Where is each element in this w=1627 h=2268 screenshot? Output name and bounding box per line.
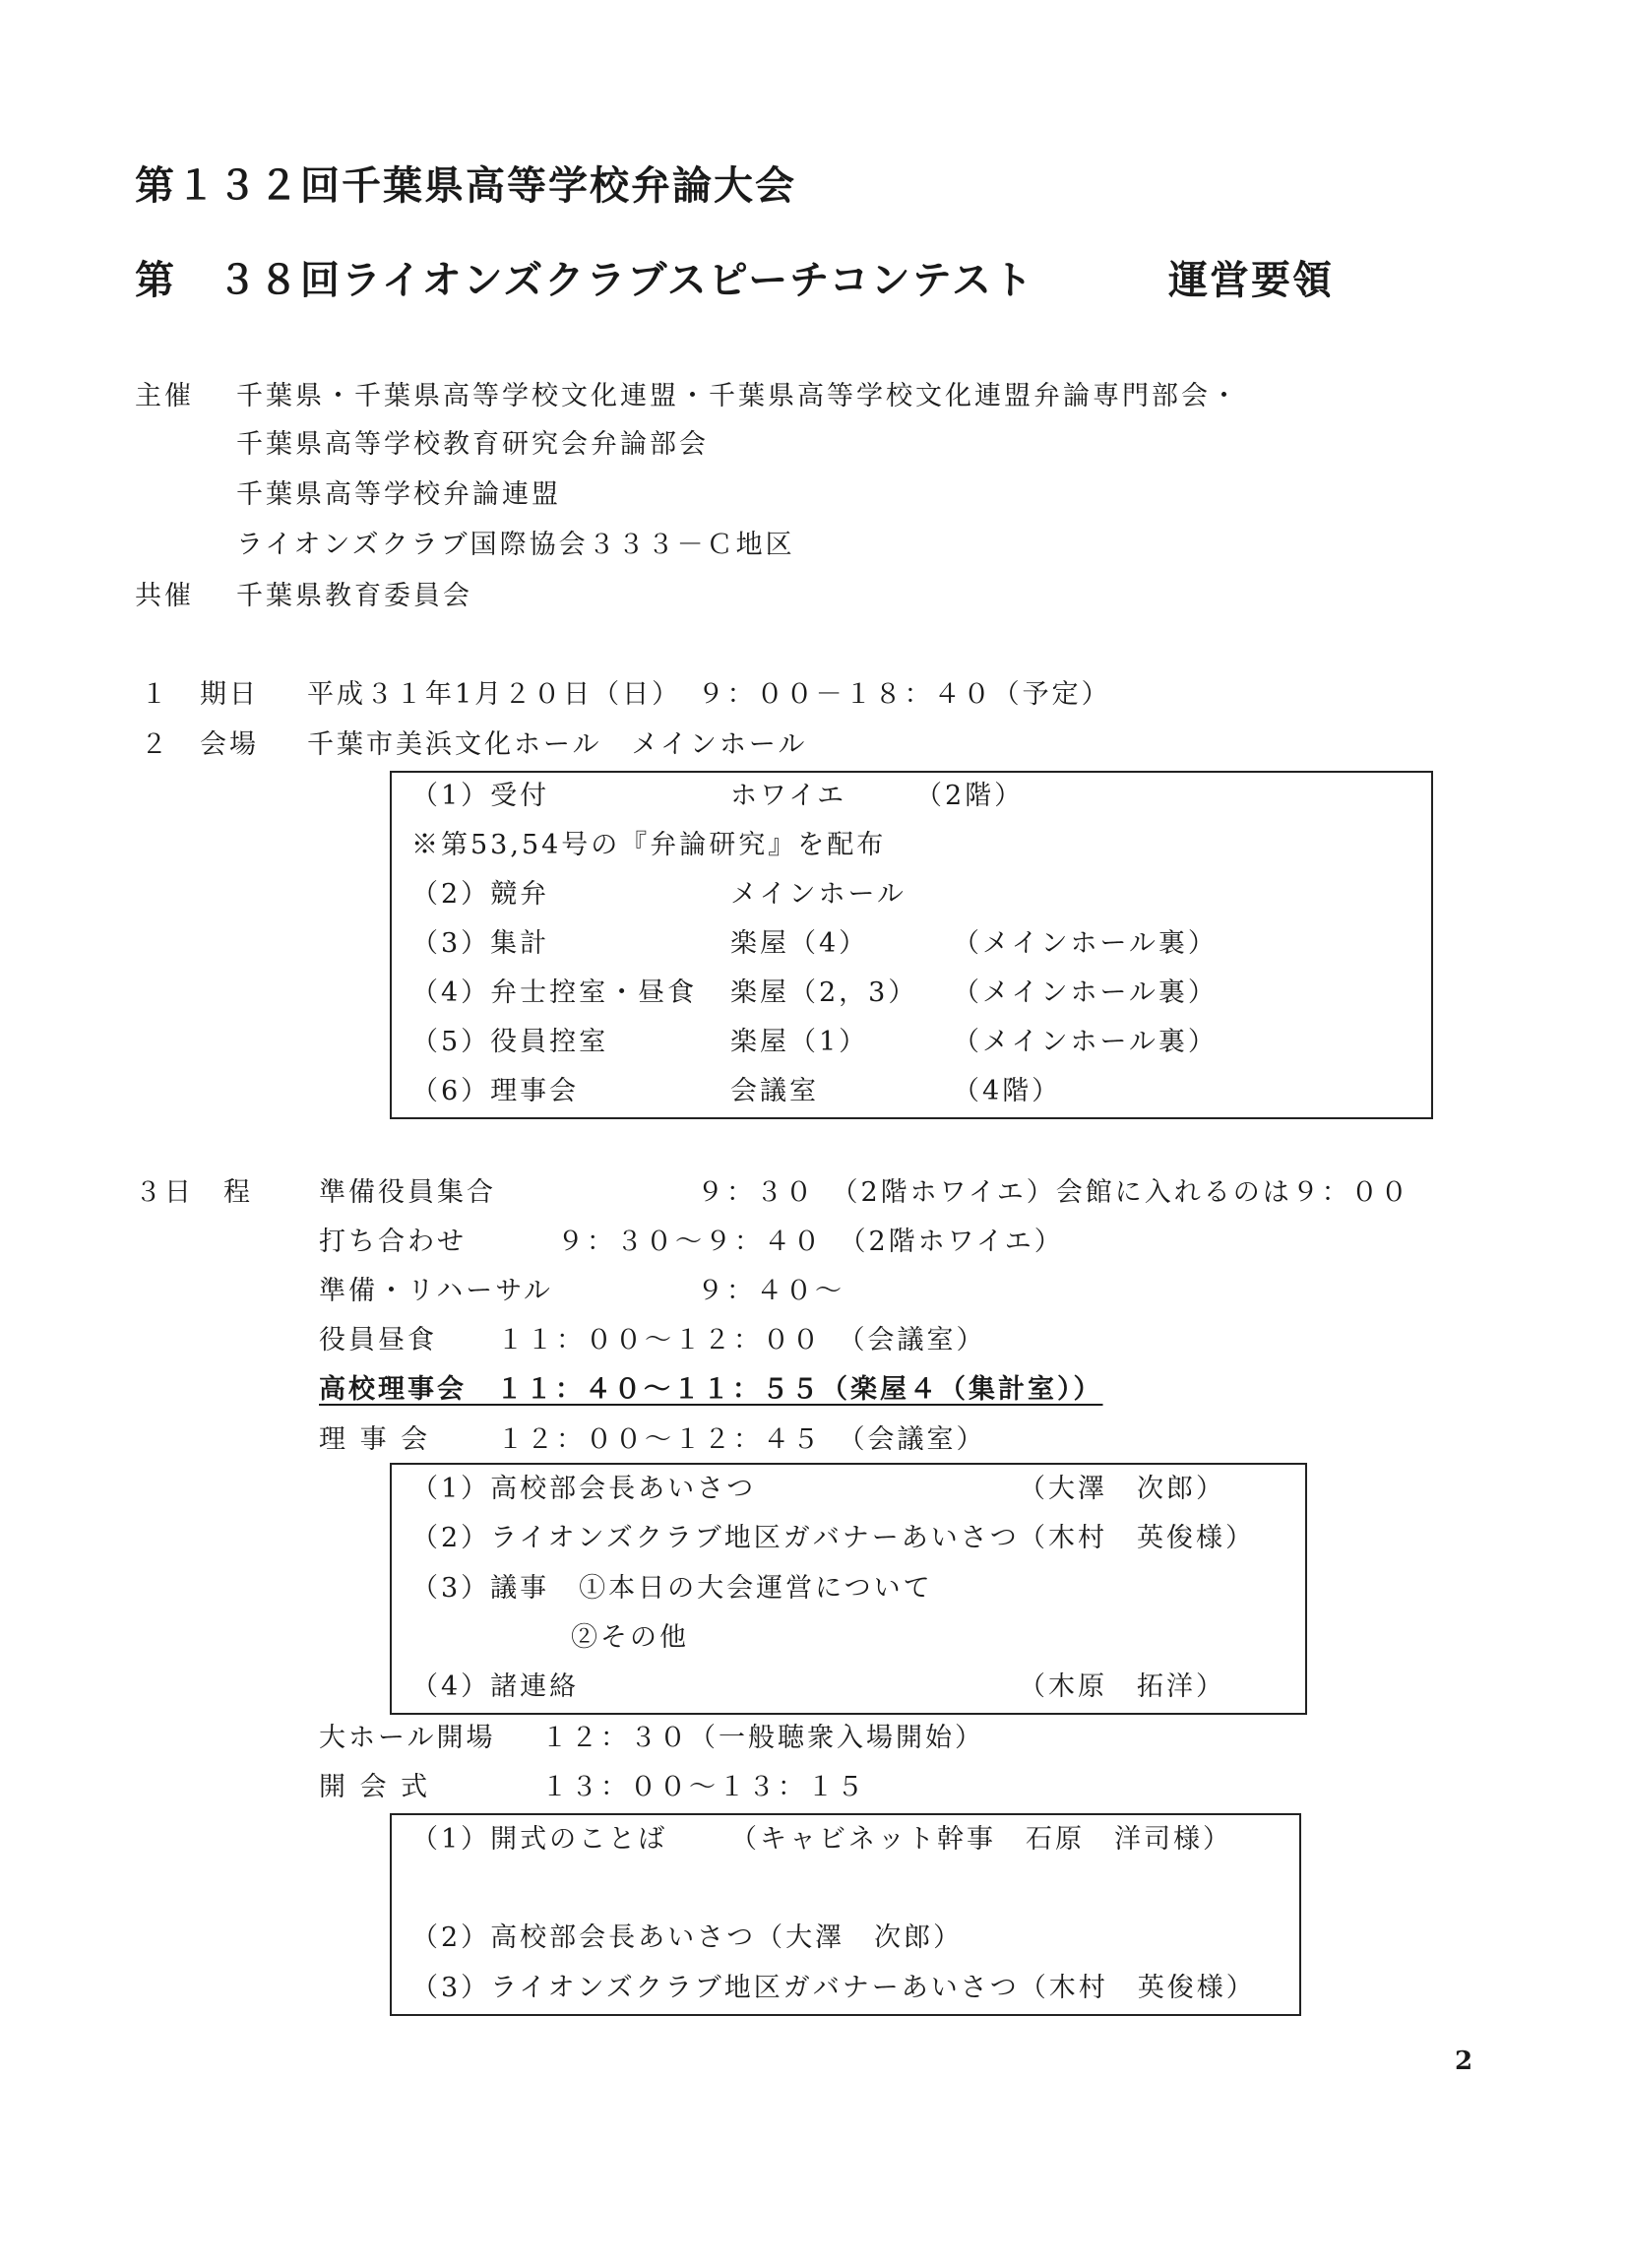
- page-number: 2: [1455, 2047, 1473, 2076]
- room-place: ホワイエ: [730, 781, 847, 811]
- room-item: （6）理事会: [411, 1076, 580, 1106]
- host-line: 千葉県高等学校弁論連盟: [236, 479, 561, 510]
- board-item: （2）ライオンズクラブ地区ガバナーあいさつ: [411, 1523, 1020, 1553]
- room-note: （2階）: [915, 781, 1025, 811]
- opening-item: （1）開式のことば: [411, 1824, 668, 1855]
- room-note: （4階）: [953, 1076, 1062, 1106]
- room-item: （4）弁士控室・昼食: [411, 977, 698, 1008]
- room-place: メインホール: [730, 879, 907, 910]
- host-line: ライオンズクラブ国際協会３３３－Ｃ地区: [236, 530, 795, 560]
- board-item: （3）議事 ①本日の大会運営について: [411, 1573, 933, 1604]
- schedule-item-time: １３：００～１３：１５: [541, 1772, 866, 1802]
- schedule-item-time: ９：３０ （2階ホワイエ）会館に入れるのは９：００: [697, 1177, 1410, 1208]
- room-note: （メインホール裏）: [953, 1027, 1218, 1057]
- schedule-label: ３日 程: [135, 1177, 253, 1208]
- board-item: （4）諸連絡: [411, 1671, 580, 1702]
- schedule-item-time: ９：４０～: [697, 1276, 845, 1306]
- board-item-who: （大澤 次郎）: [1019, 1474, 1225, 1504]
- room-item: （5）役員控室: [411, 1027, 609, 1057]
- room-item: （2）競弁: [411, 879, 550, 910]
- venue-value: 千葉市美浜文化ホール メインホール: [307, 729, 808, 760]
- venue-label: ２ 会場: [141, 729, 259, 760]
- schedule-item-name: 準備・リハーサル: [319, 1276, 553, 1306]
- schedule-item-time: ９：３０～９：４０ （2階ホワイエ）: [557, 1227, 1064, 1257]
- room-place: 楽屋（2，3）: [730, 977, 918, 1008]
- room-note-line: ※第53,54号の『弁論研究』を配布: [411, 830, 887, 860]
- room-place: 会議室: [730, 1076, 819, 1106]
- title-line-2-suffix: 運営要領: [1168, 258, 1334, 303]
- schedule-item-time: １２：００～１２：４５ （会議室）: [497, 1424, 986, 1455]
- board-item: ②その他: [571, 1622, 689, 1653]
- schedule-item-name: 大ホール開場: [319, 1723, 496, 1753]
- opening-item: （2）高校部会長あいさつ（大澤 次郎）: [411, 1922, 964, 1953]
- opening-item: （3）ライオンズクラブ地区ガバナーあいさつ（木村 英俊様）: [411, 1973, 1256, 2003]
- schedule-item-name: 開 会 式: [319, 1772, 431, 1802]
- room-note: （メインホール裏）: [953, 977, 1218, 1008]
- schedule-item-name: 準備役員集合: [319, 1177, 496, 1208]
- host-line: 千葉県高等学校教育研究会弁論部会: [236, 429, 709, 460]
- schedule-item-name: 打ち合わせ: [319, 1227, 467, 1257]
- host-line: 千葉県・千葉県高等学校文化連盟・千葉県高等学校文化連盟弁論専門部会・: [236, 381, 1240, 411]
- board-item-who: （木原 拓洋）: [1019, 1671, 1225, 1702]
- date-label: １ 期日: [141, 679, 259, 710]
- schedule-item-name: 役員昼食: [319, 1325, 437, 1355]
- board-item-who: （木村 英俊様）: [1019, 1523, 1255, 1553]
- room-place: 楽屋（4）: [730, 928, 869, 959]
- cohost: 千葉県教育委員会: [236, 581, 472, 611]
- board-item: （1）高校部会長あいさつ: [411, 1474, 757, 1504]
- room-item: （1）受付: [411, 781, 550, 811]
- schedule-item-time: １２：３０（一般聴衆入場開始）: [541, 1723, 984, 1753]
- room-item: （3）集計: [411, 928, 550, 959]
- date-value: 平成３１年1月２０日（日） ９：００－１８：４０（予定）: [307, 679, 1111, 710]
- opening-item-who: （キャビネット幹事 石原 洋司様）: [730, 1824, 1232, 1855]
- title-line-2: 第 ３８回ライオンズクラブスピーチコンテスト: [135, 258, 1034, 303]
- host-label: 主催: [135, 381, 194, 411]
- title-line-1: 第１３２回千葉県高等学校弁論大会: [135, 163, 796, 209]
- room-note: （メインホール裏）: [953, 928, 1218, 959]
- room-place: 楽屋（1）: [730, 1027, 869, 1057]
- cohost-label: 共催: [135, 581, 194, 611]
- high-school-board-meeting: 高校理事会 １１：４０～１１：５５（楽屋４（集計室））: [319, 1374, 1103, 1405]
- schedule-item-name: 理 事 会: [319, 1424, 431, 1455]
- schedule-item-time: １１：００～１２：００ （会議室）: [497, 1325, 986, 1355]
